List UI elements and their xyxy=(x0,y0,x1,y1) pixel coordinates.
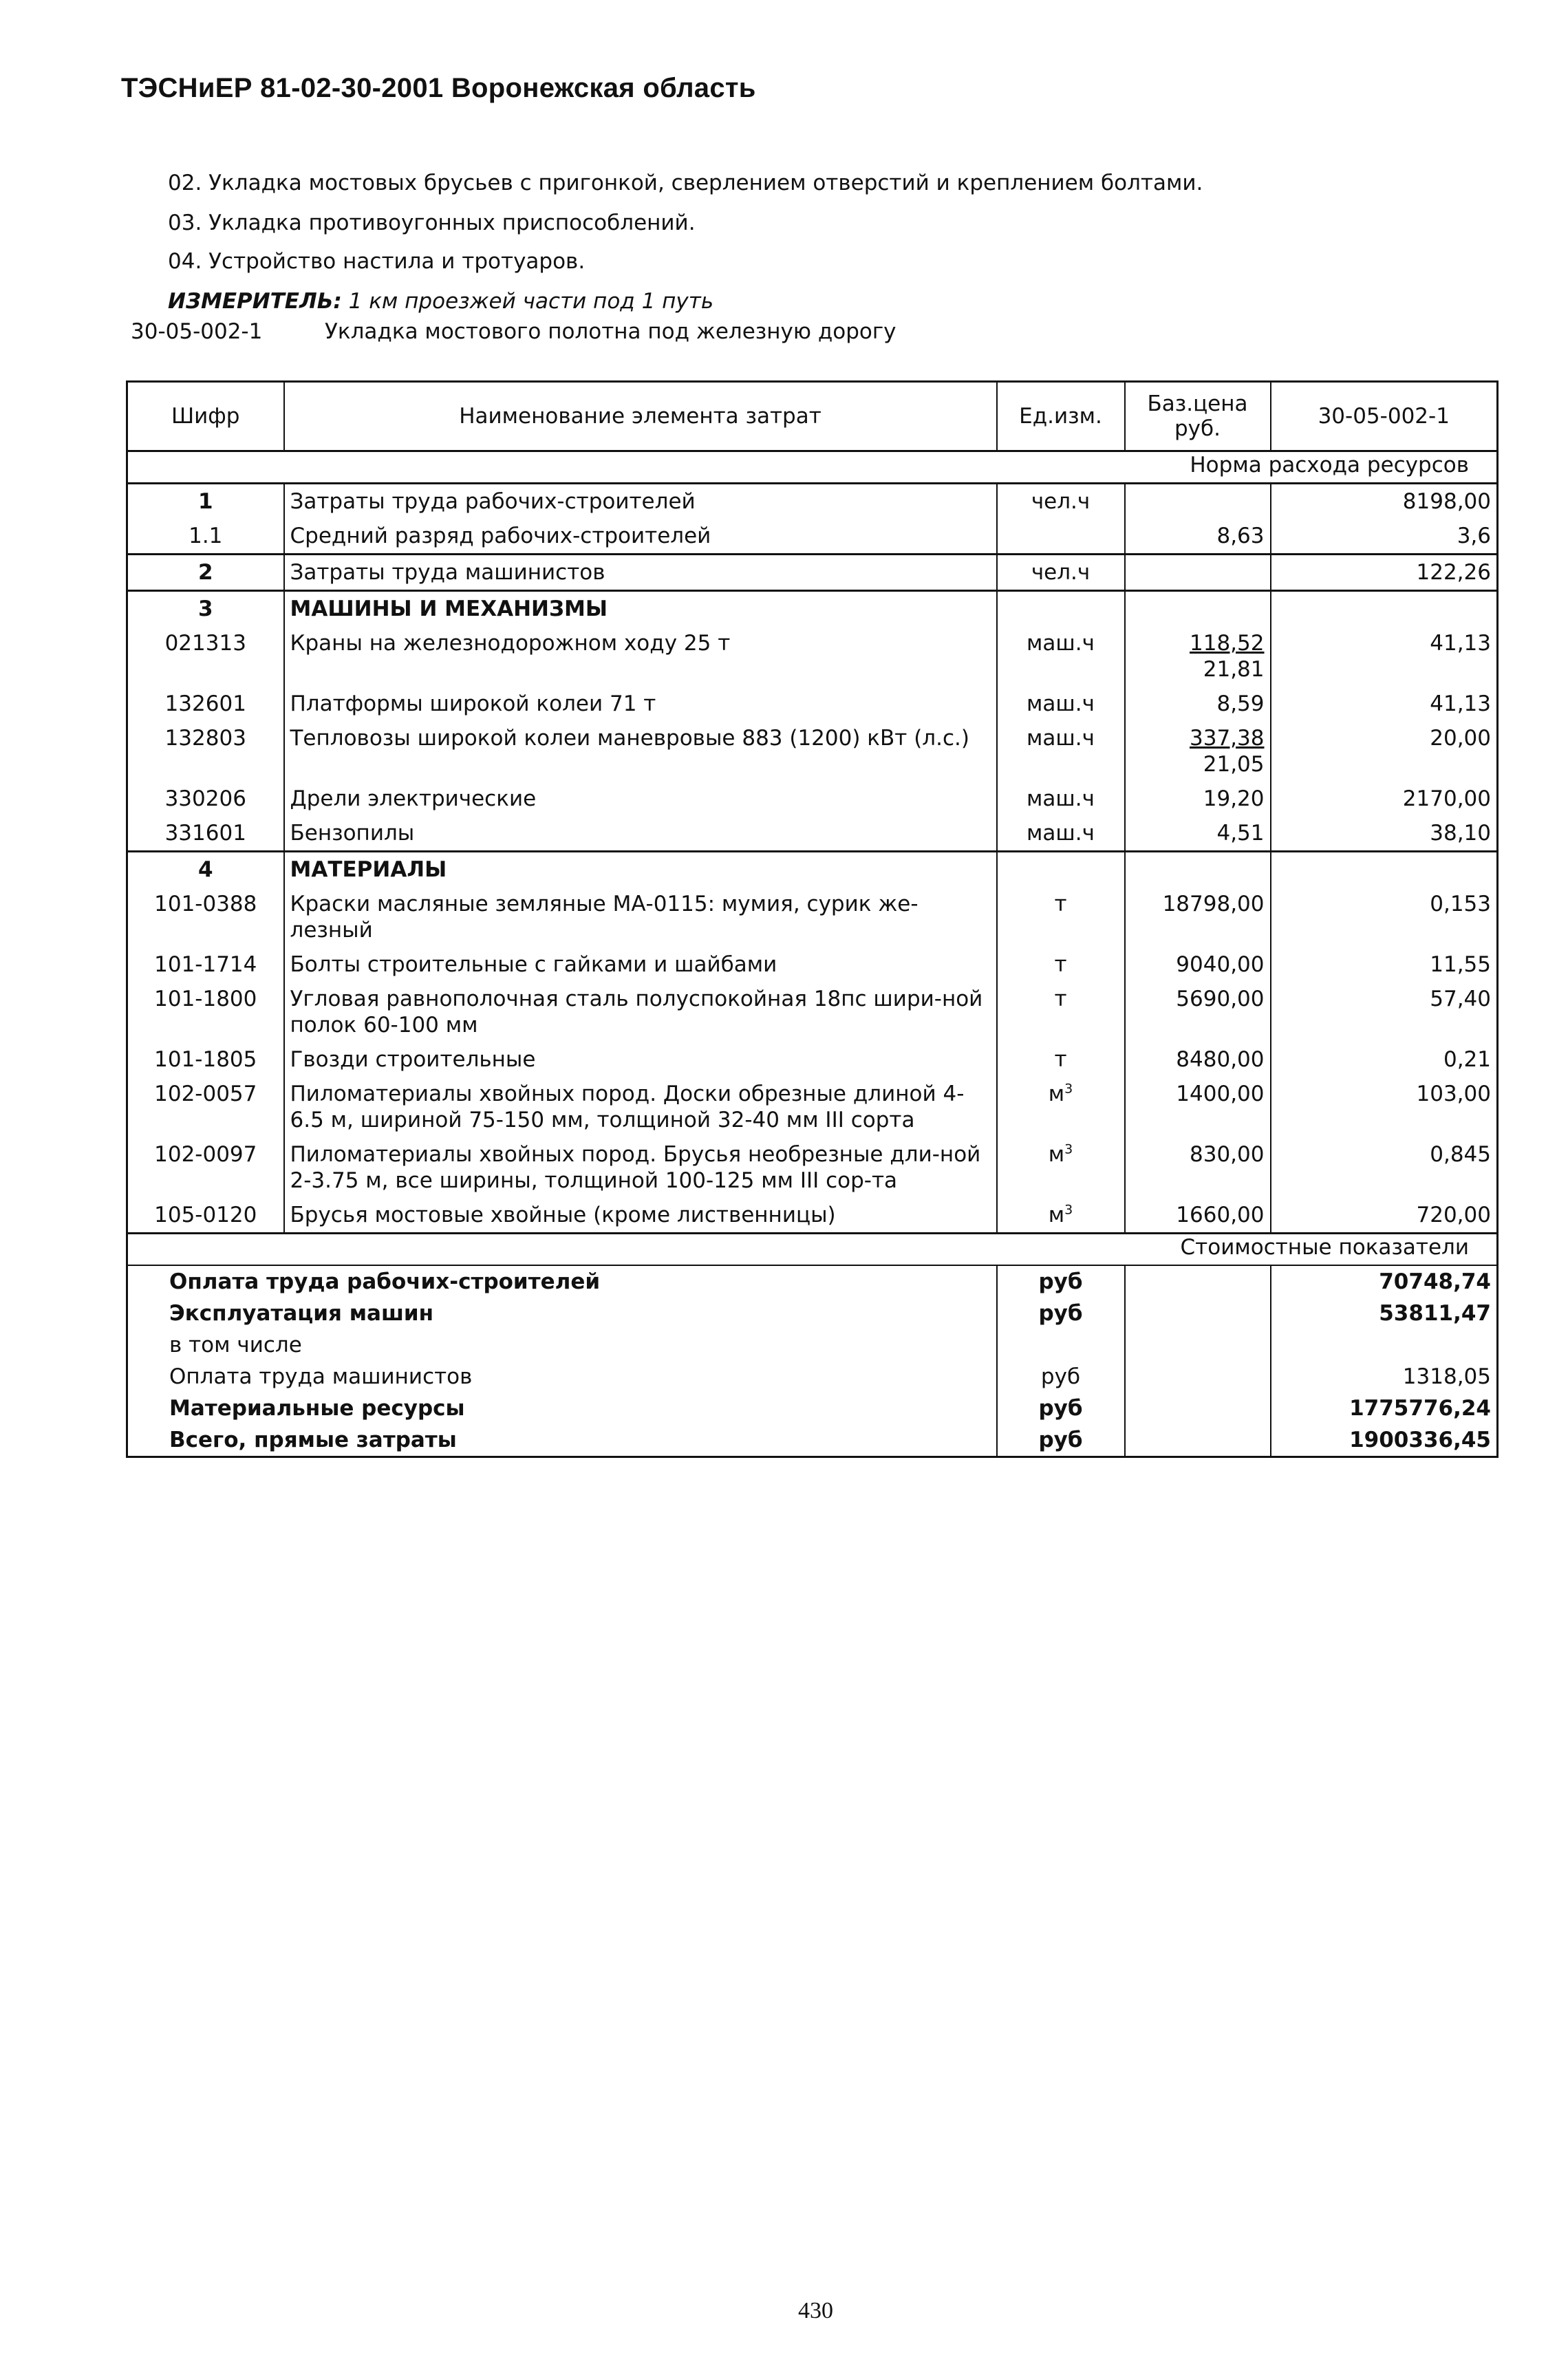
cost-label: Всего, прямые затраты xyxy=(127,1424,997,1457)
table-row xyxy=(127,852,1498,888)
row-unit xyxy=(997,816,1125,852)
row-price xyxy=(1125,982,1271,1042)
row-code: 102-0057 xyxy=(127,1077,284,1137)
row-name: Болты строительные с гайками и шайбами xyxy=(284,947,997,982)
measure-value: 1 км проезжей части под 1 путь xyxy=(348,289,714,314)
row-unit xyxy=(997,947,1125,982)
row-price xyxy=(1125,947,1271,982)
row-unit xyxy=(997,852,1125,888)
cost-row xyxy=(127,1298,1498,1329)
row-unit xyxy=(997,687,1125,721)
row-unit xyxy=(997,626,1125,687)
cost-empty-cell xyxy=(1125,1329,1271,1361)
page-number: 430 xyxy=(798,2298,833,2323)
header-code: Шифр xyxy=(127,382,284,451)
row-unit-text: маш.ч xyxy=(1027,786,1095,811)
row-name: Брусья мостовые хвойные (кроме лиственницы) xyxy=(284,1198,997,1234)
cost-row xyxy=(127,1424,1498,1457)
row-unit-text: т xyxy=(1054,1047,1067,1072)
table-row xyxy=(127,1077,1498,1137)
norm-heading-row xyxy=(127,451,1498,484)
row-code: 105-0120 xyxy=(127,1198,284,1234)
row-price-value: 118,52 xyxy=(1190,631,1265,656)
cost-unit: руб xyxy=(997,1265,1125,1298)
row-qty: 2170,00 xyxy=(1271,782,1498,816)
cost-unit: руб xyxy=(997,1393,1125,1424)
row-qty: 0,845 xyxy=(1271,1137,1498,1198)
row-unit-text: м xyxy=(1048,1142,1065,1167)
norm-code-line xyxy=(131,319,896,344)
row-code: 1 xyxy=(127,484,284,519)
table-row xyxy=(127,484,1498,519)
row-qty: 11,55 xyxy=(1271,947,1498,982)
row-qty: 57,40 xyxy=(1271,982,1498,1042)
row-unit-text: чел.ч xyxy=(1031,560,1091,585)
row-unit-text: чел.ч xyxy=(1031,489,1091,514)
resource-table xyxy=(126,380,1499,1458)
cost-empty-cell xyxy=(1125,1424,1271,1457)
row-qty: 122,26 xyxy=(1271,555,1498,591)
row-price xyxy=(1125,887,1271,947)
row-unit xyxy=(997,519,1125,555)
table-row xyxy=(127,721,1498,782)
cost-label: Оплата труда машинистов xyxy=(127,1361,997,1393)
row-price xyxy=(1125,782,1271,816)
row-price-value: 8,59 xyxy=(1216,691,1265,716)
row-price xyxy=(1125,591,1271,627)
row-unit xyxy=(997,982,1125,1042)
row-unit xyxy=(997,1077,1125,1137)
row-unit-text: маш.ч xyxy=(1027,631,1095,656)
row-unit xyxy=(997,721,1125,782)
row-price-value: 4,51 xyxy=(1216,821,1265,846)
row-unit-text: т xyxy=(1054,892,1067,916)
row-qty xyxy=(1271,852,1498,888)
row-unit-text: м xyxy=(1048,1203,1065,1227)
row-code: 101-0388 xyxy=(127,887,284,947)
table-row xyxy=(127,1198,1498,1234)
cost-row xyxy=(127,1265,1498,1298)
row-qty: 20,00 xyxy=(1271,721,1498,782)
row-code: 132803 xyxy=(127,721,284,782)
row-code: 330206 xyxy=(127,782,284,816)
table-row xyxy=(127,555,1498,591)
row-qty: 41,13 xyxy=(1271,626,1498,687)
row-unit-sup: 3 xyxy=(1064,1202,1073,1218)
row-code: 021313 xyxy=(127,626,284,687)
row-qty: 103,00 xyxy=(1271,1077,1498,1137)
row-price-value: 5690,00 xyxy=(1176,987,1265,1011)
row-code: 1.1 xyxy=(127,519,284,555)
row-price xyxy=(1125,852,1271,888)
row-name: Средний разряд рабочих-строителей xyxy=(284,519,997,555)
row-price xyxy=(1125,1077,1271,1137)
cost-label: в том числе xyxy=(127,1329,997,1361)
cost-row xyxy=(127,1393,1498,1424)
cost-unit xyxy=(997,1329,1125,1361)
row-price-value: 18798,00 xyxy=(1162,892,1265,916)
row-unit xyxy=(997,782,1125,816)
cost-value xyxy=(1271,1329,1498,1361)
cost-heading-row xyxy=(127,1234,1498,1266)
cost-unit: руб xyxy=(997,1424,1125,1457)
table-row xyxy=(127,1042,1498,1077)
row-code: 331601 xyxy=(127,816,284,852)
cost-label: Оплата труда рабочих-строителей xyxy=(127,1265,997,1298)
header-unit: Ед.изм. xyxy=(997,382,1125,451)
row-unit-text: м xyxy=(1048,1082,1065,1106)
table-row xyxy=(127,887,1498,947)
table-row xyxy=(127,816,1498,852)
row-name: Тепловозы широкой колеи маневровые 883 (1200) кВт (л.с.) xyxy=(284,721,997,782)
row-price-value: 8,63 xyxy=(1216,524,1265,548)
row-price-value: 8480,00 xyxy=(1176,1047,1265,1072)
row-price xyxy=(1125,626,1271,687)
row-code: 101-1805 xyxy=(127,1042,284,1077)
row-qty xyxy=(1271,591,1498,627)
section-title: МАТЕРИАЛЫ xyxy=(284,852,997,888)
row-price-value: 1660,00 xyxy=(1176,1203,1265,1227)
row-price xyxy=(1125,1198,1271,1234)
row-price xyxy=(1125,484,1271,519)
header-price xyxy=(1125,382,1271,451)
row-unit xyxy=(997,1042,1125,1077)
cost-value: 70748,74 xyxy=(1271,1265,1498,1298)
row-name: Краски масляные земляные МА-0115: мумия, сурик же-лезный xyxy=(284,887,997,947)
row-price xyxy=(1125,1137,1271,1198)
cost-row xyxy=(127,1329,1498,1361)
cost-empty-cell xyxy=(1125,1361,1271,1393)
row-unit-text: маш.ч xyxy=(1027,726,1095,751)
table-row xyxy=(127,519,1498,555)
table-row xyxy=(127,591,1498,627)
norm-heading-right: хода ресурсов xyxy=(1307,453,1469,477)
row-unit-text: т xyxy=(1054,952,1067,977)
resource-table-wrap xyxy=(126,380,1496,1458)
cost-heading: Стоимостные показатели xyxy=(127,1234,1498,1266)
row-price xyxy=(1125,1042,1271,1077)
row-unit xyxy=(997,484,1125,519)
row-code: 4 xyxy=(127,852,284,888)
work-item: 03. Укладка противоугонных приспособлений. xyxy=(168,211,696,235)
cost-label: Эксплуатация машин xyxy=(127,1298,997,1329)
table-row xyxy=(127,947,1498,982)
header-norm: 30-05-002-1 xyxy=(1271,382,1498,451)
row-price-value: 830,00 xyxy=(1190,1142,1265,1167)
row-price-secondary: 21,81 xyxy=(1203,657,1265,682)
row-unit-text: маш.ч xyxy=(1027,691,1095,716)
work-item: 04. Устройство настила и тротуаров. xyxy=(168,249,586,274)
page-title: ТЭСНиЕР 81-02-30-2001 Воронежская область xyxy=(121,73,756,103)
header-price-line2: руб. xyxy=(1174,416,1221,441)
cost-unit: руб xyxy=(997,1298,1125,1329)
row-name: Дрели электрические xyxy=(284,782,997,816)
row-code: 132601 xyxy=(127,687,284,721)
cost-value: 1775776,24 xyxy=(1271,1393,1498,1424)
norm-code: 30-05-002-1 xyxy=(131,319,263,344)
row-unit-text: т xyxy=(1054,987,1067,1011)
row-code: 2 xyxy=(127,555,284,591)
norm-heading xyxy=(127,451,1498,484)
row-name: Затраты труда машинистов xyxy=(284,555,997,591)
row-unit-sup: 3 xyxy=(1064,1081,1073,1097)
cost-label: Материальные ресурсы xyxy=(127,1393,997,1424)
row-price-value: 1400,00 xyxy=(1176,1082,1265,1106)
row-unit-text: маш.ч xyxy=(1027,821,1095,846)
cost-empty-cell xyxy=(1125,1298,1271,1329)
row-code: 3 xyxy=(127,591,284,627)
work-item: 02. Укладка мостовых брусьев с пригонкой, сверлением отверстий и креплением болтами. xyxy=(168,171,1203,195)
row-price xyxy=(1125,555,1271,591)
table-row xyxy=(127,982,1498,1042)
row-unit xyxy=(997,1198,1125,1234)
row-name: Платформы широкой колеи 71 т xyxy=(284,687,997,721)
row-name: Краны на железнодорожном ходу 25 т xyxy=(284,626,997,687)
row-name: Угловая равнополочная сталь полуспокойная 18пс шири-ной полок 60-100 мм xyxy=(284,982,997,1042)
row-name: Бензопилы xyxy=(284,816,997,852)
header-name: Наименование элемента затрат xyxy=(284,382,997,451)
row-price xyxy=(1125,816,1271,852)
row-price-value: 19,20 xyxy=(1203,786,1265,811)
row-qty: 0,153 xyxy=(1271,887,1498,947)
row-name: Пиломатериалы хвойных пород. Брусья необрезные дли-ной 2-3.75 м, все ширины, толщиной 100-125 мм III сор-та xyxy=(284,1137,997,1198)
row-name: Затраты труда рабочих-строителей xyxy=(284,484,997,519)
row-unit xyxy=(997,591,1125,627)
table-row xyxy=(127,687,1498,721)
section-title: МАШИНЫ И МЕХАНИЗМЫ xyxy=(284,591,997,627)
row-price xyxy=(1125,519,1271,555)
row-unit xyxy=(997,1137,1125,1198)
row-unit xyxy=(997,555,1125,591)
measure-line xyxy=(168,289,713,314)
row-name: Пиломатериалы хвойных пород. Доски обрезные длиной 4-6.5 м, шириной 75-150 мм, толщиной 32-40 мм III сорта xyxy=(284,1077,997,1137)
row-code: 101-1800 xyxy=(127,982,284,1042)
row-unit xyxy=(997,887,1125,947)
measure-label: ИЗМЕРИТЕЛЬ: xyxy=(168,289,342,314)
cost-value: 1318,05 xyxy=(1271,1361,1498,1393)
row-code: 102-0097 xyxy=(127,1137,284,1198)
row-price-secondary: 21,05 xyxy=(1203,752,1265,777)
table-row xyxy=(127,1137,1498,1198)
table-row xyxy=(127,782,1498,816)
row-qty: 8198,00 xyxy=(1271,484,1498,519)
table-row xyxy=(127,626,1498,687)
row-price xyxy=(1125,687,1271,721)
row-unit-sup: 3 xyxy=(1064,1141,1073,1157)
cost-empty-cell xyxy=(1125,1265,1271,1298)
row-qty: 0,21 xyxy=(1271,1042,1498,1077)
row-qty: 3,6 xyxy=(1271,519,1498,555)
cost-row xyxy=(127,1361,1498,1393)
row-qty: 38,10 xyxy=(1271,816,1498,852)
row-code: 101-1714 xyxy=(127,947,284,982)
row-name: Гвозди строительные xyxy=(284,1042,997,1077)
row-price-value: 337,38 xyxy=(1190,726,1265,751)
table-header-row xyxy=(127,382,1498,451)
cost-empty-cell xyxy=(1125,1393,1271,1424)
row-price xyxy=(1125,721,1271,782)
row-price-value: 9040,00 xyxy=(1176,952,1265,977)
header-price-line1: Баз.цена xyxy=(1147,391,1248,416)
cost-value: 53811,47 xyxy=(1271,1298,1498,1329)
row-qty: 720,00 xyxy=(1271,1198,1498,1234)
norm-heading-left: Норма рас xyxy=(1190,453,1307,477)
norm-title: Укладка мостового полотна под железную дорогу xyxy=(325,319,896,344)
cost-value: 1900336,45 xyxy=(1271,1424,1498,1457)
row-qty: 41,13 xyxy=(1271,687,1498,721)
cost-unit: руб xyxy=(997,1361,1125,1393)
